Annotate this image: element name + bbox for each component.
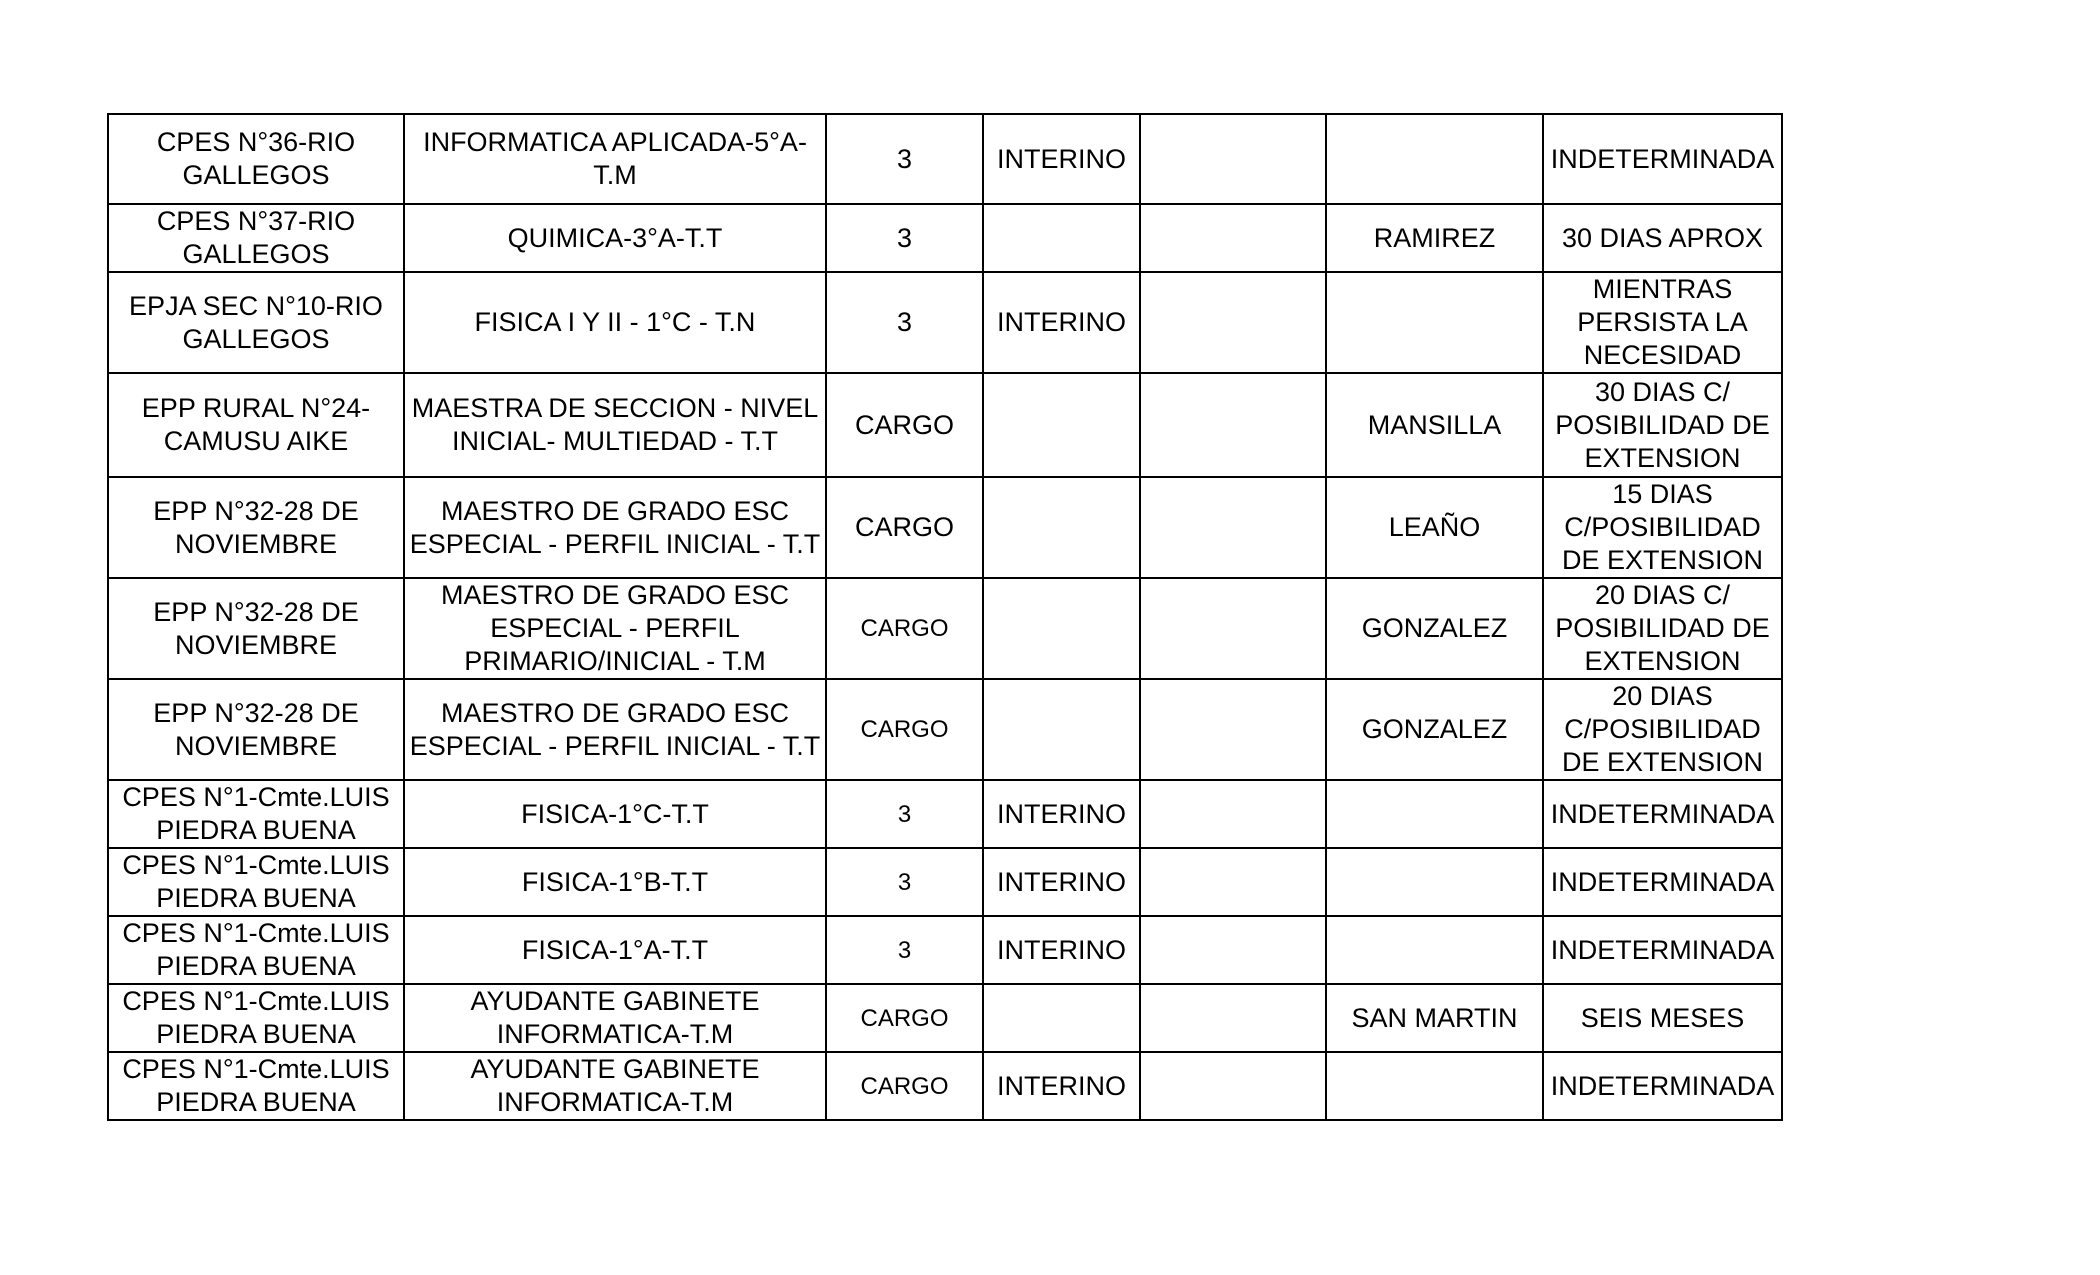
table-row [108,477,1782,578]
status-cell [983,204,1140,272]
status-cell: INTERINO [983,114,1140,204]
status-cell [983,578,1140,679]
replaces-cell [1326,780,1543,848]
table-row [108,848,1782,916]
empty-cell [1140,373,1326,477]
duration-cell: 20 DIAS C/POSIBILIDAD DE EXTENSION [1543,679,1782,780]
subject-cell: AYUDANTE GABINETE INFORMATICA-T.M [404,1052,826,1120]
replaces-cell: GONZALEZ [1326,578,1543,679]
hours-cell: CARGO [826,477,983,578]
replaces-cell [1326,848,1543,916]
duration-cell: 30 DIAS APROX [1543,204,1782,272]
duration-cell: 15 DIAS C/POSIBILIDAD DE EXTENSION [1543,477,1782,578]
status-cell: INTERINO [983,1052,1140,1120]
table-row [108,679,1782,780]
school-cell: EPP N°32-28 DE NOVIEMBRE [108,578,404,679]
school-cell: CPES N°1-Cmte.LUIS PIEDRA BUENA [108,848,404,916]
school-cell: CPES N°36-RIO GALLEGOS [108,114,404,204]
empty-cell [1140,916,1326,984]
empty-cell [1140,578,1326,679]
hours-cell: CARGO [826,679,983,780]
subject-cell: FISICA-1°B-T.T [404,848,826,916]
subject-cell: MAESTRA DE SECCION - NIVEL INICIAL- MULTIEDAD - T.T [404,373,826,477]
hours-cell: CARGO [826,578,983,679]
replaces-cell: SAN MARTIN [1326,984,1543,1052]
subject-cell: FISICA-1°C-T.T [404,780,826,848]
empty-cell [1140,780,1326,848]
status-cell [983,477,1140,578]
empty-cell [1140,477,1326,578]
table-row [108,114,1782,204]
school-cell: CPES N°1-Cmte.LUIS PIEDRA BUENA [108,984,404,1052]
hours-cell: 3 [826,114,983,204]
duration-cell: INDETERMINADA [1543,114,1782,204]
subject-cell: INFORMATICA APLICADA-5°A-T.M [404,114,826,204]
school-cell: EPJA SEC N°10-RIO GALLEGOS [108,272,404,373]
empty-cell [1140,848,1326,916]
status-cell: INTERINO [983,272,1140,373]
table-row [108,780,1782,848]
replaces-cell: LEAÑO [1326,477,1543,578]
duration-cell: INDETERMINADA [1543,848,1782,916]
duration-cell: INDETERMINADA [1543,916,1782,984]
subject-cell: FISICA-1°A-T.T [404,916,826,984]
school-cell: CPES N°1-Cmte.LUIS PIEDRA BUENA [108,916,404,984]
table-row [108,984,1782,1052]
empty-cell [1140,114,1326,204]
table-row [108,1052,1782,1120]
status-cell [983,984,1140,1052]
table-row [108,272,1782,373]
duration-cell: 30 DIAS C/ POSIBILIDAD DE EXTENSION [1543,373,1782,477]
status-cell: INTERINO [983,848,1140,916]
empty-cell [1140,679,1326,780]
hours-cell: 3 [826,848,983,916]
empty-cell [1140,204,1326,272]
subject-cell: MAESTRO DE GRADO ESC ESPECIAL - PERFIL INICIAL - T.T [404,679,826,780]
duration-cell: INDETERMINADA [1543,1052,1782,1120]
status-cell [983,373,1140,477]
table-row [108,916,1782,984]
duration-cell: MIENTRAS PERSISTA LA NECESIDAD [1543,272,1782,373]
subject-cell: MAESTRO DE GRADO ESC ESPECIAL - PERFIL INICIAL - T.T [404,477,826,578]
hours-cell: 3 [826,916,983,984]
replaces-cell [1326,916,1543,984]
replaces-cell: RAMIREZ [1326,204,1543,272]
vacancies-table [107,113,1783,1121]
vacancies-table-body [108,114,1782,1120]
duration-cell: INDETERMINADA [1543,780,1782,848]
school-cell: CPES N°37-RIO GALLEGOS [108,204,404,272]
hours-cell: CARGO [826,373,983,477]
replaces-cell [1326,272,1543,373]
school-cell: EPP N°32-28 DE NOVIEMBRE [108,477,404,578]
school-cell: EPP N°32-28 DE NOVIEMBRE [108,679,404,780]
status-cell [983,679,1140,780]
subject-cell: AYUDANTE GABINETE INFORMATICA-T.M [404,984,826,1052]
hours-cell: 3 [826,780,983,848]
subject-cell: FISICA I Y II - 1°C - T.N [404,272,826,373]
replaces-cell [1326,114,1543,204]
status-cell: INTERINO [983,916,1140,984]
replaces-cell [1326,1052,1543,1120]
empty-cell [1140,272,1326,373]
duration-cell: 20 DIAS C/ POSIBILIDAD DE EXTENSION [1543,578,1782,679]
status-cell: INTERINO [983,780,1140,848]
school-cell: CPES N°1-Cmte.LUIS PIEDRA BUENA [108,780,404,848]
hours-cell: 3 [826,272,983,373]
table-row [108,204,1782,272]
table-row [108,373,1782,477]
hours-cell: CARGO [826,1052,983,1120]
empty-cell [1140,984,1326,1052]
subject-cell: QUIMICA-3°A-T.T [404,204,826,272]
empty-cell [1140,1052,1326,1120]
hours-cell: 3 [826,204,983,272]
school-cell: EPP RURAL N°24-CAMUSU AIKE [108,373,404,477]
duration-cell: SEIS MESES [1543,984,1782,1052]
table-row [108,578,1782,679]
replaces-cell: MANSILLA [1326,373,1543,477]
subject-cell: MAESTRO DE GRADO ESC ESPECIAL - PERFIL PRIMARIO/INICIAL - T.M [404,578,826,679]
school-cell: CPES N°1-Cmte.LUIS PIEDRA BUENA [108,1052,404,1120]
replaces-cell: GONZALEZ [1326,679,1543,780]
hours-cell: CARGO [826,984,983,1052]
